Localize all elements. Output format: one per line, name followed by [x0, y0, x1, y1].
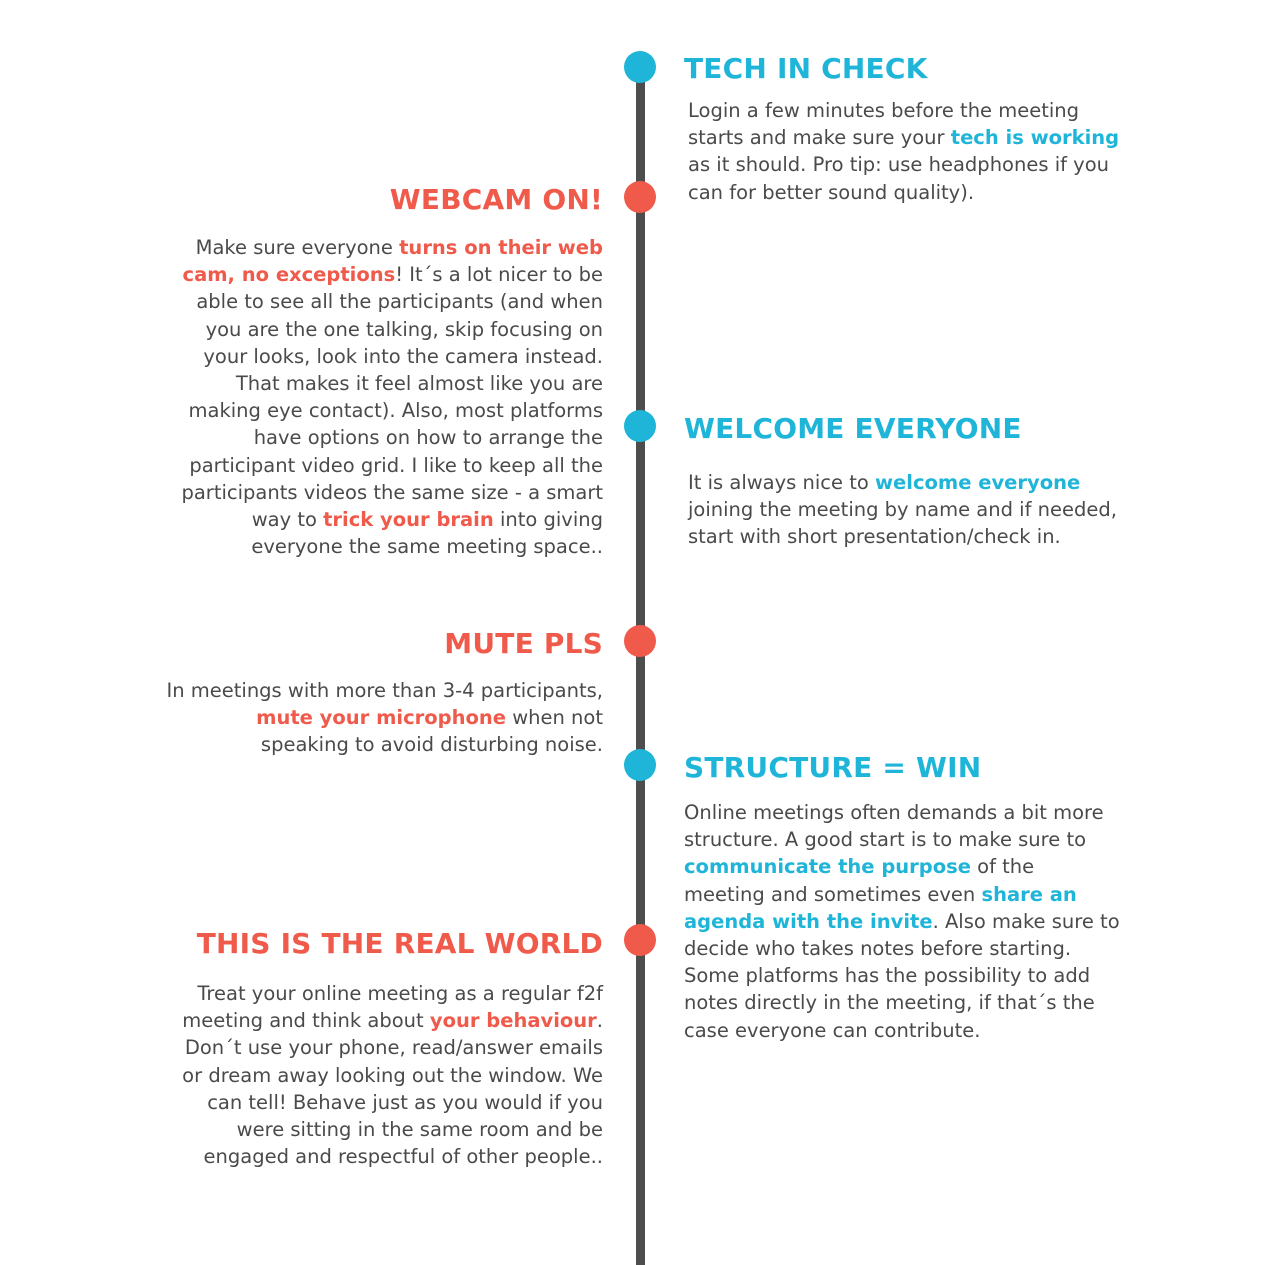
welcome-text-part: It is always nice to	[688, 471, 876, 494]
webcam-title: WEBCAM ON!	[389, 183, 603, 216]
timeline-dot-webcam	[624, 181, 656, 213]
tech-text-part: as it should. Pro tip: use headphones if you can for better sound quality).	[688, 153, 1110, 204]
tech-text-part: Login a few minutes before the meeting starts and make sure your	[688, 99, 1080, 150]
structure-text-part: of the meeting and sometimes even	[684, 855, 1035, 906]
tech-text	[688, 97, 1128, 206]
structure-text-part: . Also make sure to decide who takes notes before starting. Some platforms has the possibility to add notes directly in the meeting, if that´s the case everyone can contribute.	[684, 909, 1120, 1042]
welcome-text	[688, 469, 1128, 551]
mute-text-part: when not speaking to avoid disturbing noise.	[260, 706, 603, 757]
mute-highlight: mute your microphone	[256, 706, 506, 730]
webcam-text	[163, 234, 603, 560]
timeline-dot-mute	[624, 625, 656, 657]
welcome-highlight: welcome everyone	[875, 471, 1081, 494]
realworld-title: THIS IS THE REAL WORLD	[196, 927, 603, 960]
webcam-text-part: ! It´s a lot nicer to be able to see all the participants (and when you are the one talking, skip focusing on your looks, look into the camera instead. That makes it feel almost like you are making eye contact). Also, most platforms have options on how to arrange the participant video grid. I like to keep all the participants videos the same size - a smart way to	[181, 263, 603, 532]
webcam-text-part: into giving everyone the same meeting space..	[251, 508, 603, 559]
realworld-text-part: Treat your online meeting as a regular f2f meeting and think about	[182, 982, 603, 1033]
mute-text	[163, 677, 603, 759]
mute-title: MUTE PLS	[444, 627, 603, 660]
webcam-highlight: trick your brain	[323, 508, 494, 532]
welcome-title: WELCOME EVERYONE	[684, 412, 1022, 445]
timeline-axis	[636, 68, 645, 1265]
structure-title: STRUCTURE = WIN	[684, 751, 982, 784]
structure-text	[684, 799, 1120, 1044]
structure-highlight: share an agenda with the invite	[684, 882, 1077, 933]
mute-text-part: In meetings with more than 3-4 participants,	[166, 679, 603, 702]
tech-title: TECH IN CHECK	[684, 52, 928, 85]
realworld-highlight: your behaviour	[429, 1009, 597, 1033]
timeline-dot-welcome	[624, 410, 656, 442]
structure-highlight: communicate the purpose	[684, 855, 971, 879]
timeline-dot-structure	[624, 749, 656, 781]
webcam-text-part: Make sure everyone	[195, 236, 400, 259]
timeline-dot-realworld	[624, 924, 656, 956]
structure-text-part: Online meetings often demands a bit more structure. A good start is to make sure to	[684, 801, 1104, 852]
webcam-highlight: turns on their web cam, no exceptions	[182, 236, 603, 287]
welcome-text-part: joining the meeting by name and if needed, start with short presentation/check in.	[688, 498, 1117, 549]
realworld-text-part: . Don´t use your phone, read/answer emails or dream away looking out the window. We can tell! Behave just as you would if you were sitting in the same room and be engaged and respectful of other people..	[182, 1009, 603, 1169]
tech-highlight: tech is working	[950, 126, 1120, 150]
realworld-text	[173, 980, 603, 1170]
timeline-dot-tech	[624, 51, 656, 83]
